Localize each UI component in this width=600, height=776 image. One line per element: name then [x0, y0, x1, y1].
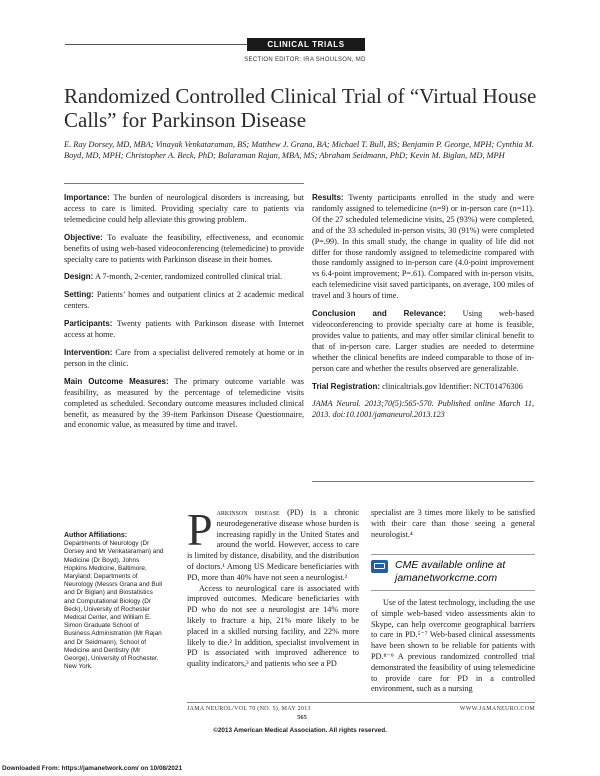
outcome-label: Main Outcome Measures: — [64, 376, 169, 386]
technology-paragraph — [371, 598, 535, 695]
author-list: E. Ray Dorsey, MD, MBA; Vinayak Venkataraman, BS; Matthew J. Grana, BA; Michael T. Bull, BS; Benjamin P. George, MPH; Cynthia M. Boyd, MD, MPH; Christopher A. Beck, PhD; Balaraman Rajan, MBA, MS; Abraham Seidmann, PhD; Kevin M. Biglan, MD, MPH — [64, 140, 534, 160]
intro-paragraph — [187, 504, 359, 584]
continued-paragraph: specialist are 3 times more likely to be satisfied with their care than those seeing a general neurologist.⁴ — [371, 508, 535, 539]
article-title: Randomized Controlled Clinical Trial of “Virtual House Calls” for Parkinson Disease — [64, 84, 537, 132]
affiliations-heading: Author Affiliations: — [64, 532, 128, 539]
access-paragraph: Access to neurological care is associated with improved outcomes. Medicare beneficiaries with PD who do not see a neurologist are 14% more likely to fracture a hip, 21% more likely to be placed in a skilled nursing facility, and 22% more likely to die.² In addition, specialist involvement in PD is associated with improved adherence to quality indicators,³ and patients who see a PD — [187, 583, 359, 669]
abstract-conclusion — [312, 309, 534, 374]
body-right-column — [371, 508, 535, 540]
results-text: Twenty participants enrolled in the study and were randomly assigned to telemedicine (n=9) or in-person care (n=11). Of the 27 scheduled telemedicine visits, 25 (93%) were completed, and of the 33 scheduled in-person visits, 30 (91%) were completed (P=.99). In this small study, the change in quality of life did not differ for those randomly assigned to telemedicine compared with those randomly assigned to in-person care (4.0-point improvement vs 6.4-point improvement; P=.61). Compared with in-person visits, each telemedicine visit saved participants, on average, 100 miles of travel and 3 hours of time. — [312, 193, 534, 301]
design-text: A 7-month, 2-center, randomized controlled clinical trial. — [94, 272, 283, 282]
outcome-text: The primary outcome variable was feasibility, as measured by the percentage of telemedicine visits completed as scheduled. Secondary outcome measures included clinical benefit, as measured by the 39-item Parkinson Disease Questionnaire, and economic value, as measured by time and travel. — [64, 376, 304, 430]
cme-top-rule — [371, 554, 535, 555]
affiliations-text: Departments of Neurology (Dr Dorsey and Mr Venkataraman) and Medicine (Dr Boyd), Johns Hopkins Medicine, Baltimore, Maryland; Departments of Neurology (Messrs Grana and Bull and Dr Biglan) and Biostatistics and Computational Biology (Dr Beck), University of Rochester Medical Center, and William E. Simon Graduate School of Business Administration (Mr Rajan and Dr Seidmann), School of Medicine and Dentistry (Mr George), University of Rochester, New York. — [64, 540, 164, 671]
results-label: Results: — [312, 193, 344, 202]
technology-text: Use of the latest technology, including the use of simple web-based video assessments akin to Skype, can help overcome geographical barriers to care in PD.⁵⁻⁷ Web-based clinical assessments have been shown to be reliable for patients with PD.⁸⁻⁹ A previous randomized controlled trial demonstrated the feasibility of using telemedicine to provide care for PD in a controlled environment, such as a nursing — [371, 598, 535, 694]
setting-label: Setting: — [64, 290, 94, 300]
participants-text: Twenty patients with Parkinson disease with Internet access at home. — [64, 319, 304, 340]
body-middle-column — [187, 504, 359, 670]
cme-link[interactable]: jamanetworkcme.com — [395, 572, 498, 584]
abstract-importance — [64, 193, 304, 226]
setting-text: Patients’ homes and outpatient clinics at 2 academic medical centers. — [64, 290, 305, 311]
abstract-design — [64, 272, 304, 283]
copyright-notice: ©2013 American Medical Association. All rights reserved. — [213, 727, 387, 734]
section-badge: CLINICAL TRIALS — [247, 38, 365, 51]
abstract-bottom-rule — [312, 481, 534, 482]
intervention-text: Care from a specialist delivered remotely at home or in person in the clinic. — [64, 347, 304, 368]
journal-website[interactable]: WWW.JAMANEURO.COM — [459, 706, 535, 712]
importance-text: The burden of neurological disorders is increasing, but access to care is limited. Providing specialty care to patients via telemedicine could help alleviate this growing problem. — [64, 193, 304, 224]
conclusion-text: Using web-based videoconferencing to provide specialty care at home is feasible, provides value to patients, and may offer similar clinical benefit to that of in-person care. Larger studies are needed to determine whether the clinical benefits are indeed comparable to those of in-person care and whether the results observed are generalizable. — [312, 309, 535, 373]
abstract-results — [312, 193, 534, 302]
journal-info: JAMA NEUROL/VOL 70 (NO. 5), MAY 2013 — [187, 706, 311, 712]
intervention-label: Intervention: — [64, 347, 113, 357]
author-affiliations — [64, 532, 164, 671]
intro-text: is a chronic neurodegenerative disease whose burden is increasing rapidly in the United States and around the world. However, access to care is limited by distance, disability, and the distribution of doctors.¹ Among US Medicare beneficiaries with PD, more than 40% have not seen a neurologist.² — [187, 508, 359, 582]
objective-label: Objective: — [64, 232, 103, 242]
objective-text: To evaluate the feasibility, effectiveness, and economic benefits of using web-based videoconferencing (telemedicine) to provide specialty care to patients with Parkinson disease in their homes. — [64, 232, 304, 264]
page-number: 565 — [297, 714, 307, 721]
abstract-registration — [312, 382, 534, 393]
intro-lead: arkinson disease (PD) — [216, 508, 304, 517]
abstract-objective — [64, 233, 304, 266]
importance-label: Importance: — [64, 193, 110, 202]
design-label: Design: — [64, 272, 94, 282]
download-notice: Downloaded From: https://jamanetwork.com/ on 10/08/2021 — [2, 765, 183, 772]
abstract-participants — [64, 319, 304, 341]
drop-cap: P — [187, 504, 213, 555]
registration-label: Trial Registration: — [312, 381, 381, 391]
conclusion-label: Conclusion and Relevance: — [312, 309, 446, 319]
abstract-right-column — [312, 193, 534, 428]
abstract-setting — [64, 290, 304, 312]
abstract-left-column — [64, 193, 304, 438]
registration-text: clinicaltrials.gov Identifier: NCT01476306 — [382, 381, 523, 391]
article-citation: JAMA Neurol. 2013;70(5):565-570. Published online March 11, 2013. doi:10.1001/jamaneurol.2013.123 — [312, 399, 534, 420]
cme-bottom-rule — [371, 590, 535, 591]
section-editor: SECTION EDITOR: IRA SHOULSON, MD — [244, 57, 366, 63]
monitor-icon — [371, 560, 388, 573]
abstract-top-rule — [64, 183, 304, 184]
cme-callout[interactable] — [371, 559, 535, 589]
abstract-outcome — [64, 377, 304, 432]
participants-label: Participants: — [64, 319, 113, 329]
header-rule — [65, 44, 247, 45]
cme-line-1: CME available online at — [395, 559, 506, 571]
footer-rule — [187, 702, 535, 703]
abstract-intervention — [64, 348, 304, 370]
